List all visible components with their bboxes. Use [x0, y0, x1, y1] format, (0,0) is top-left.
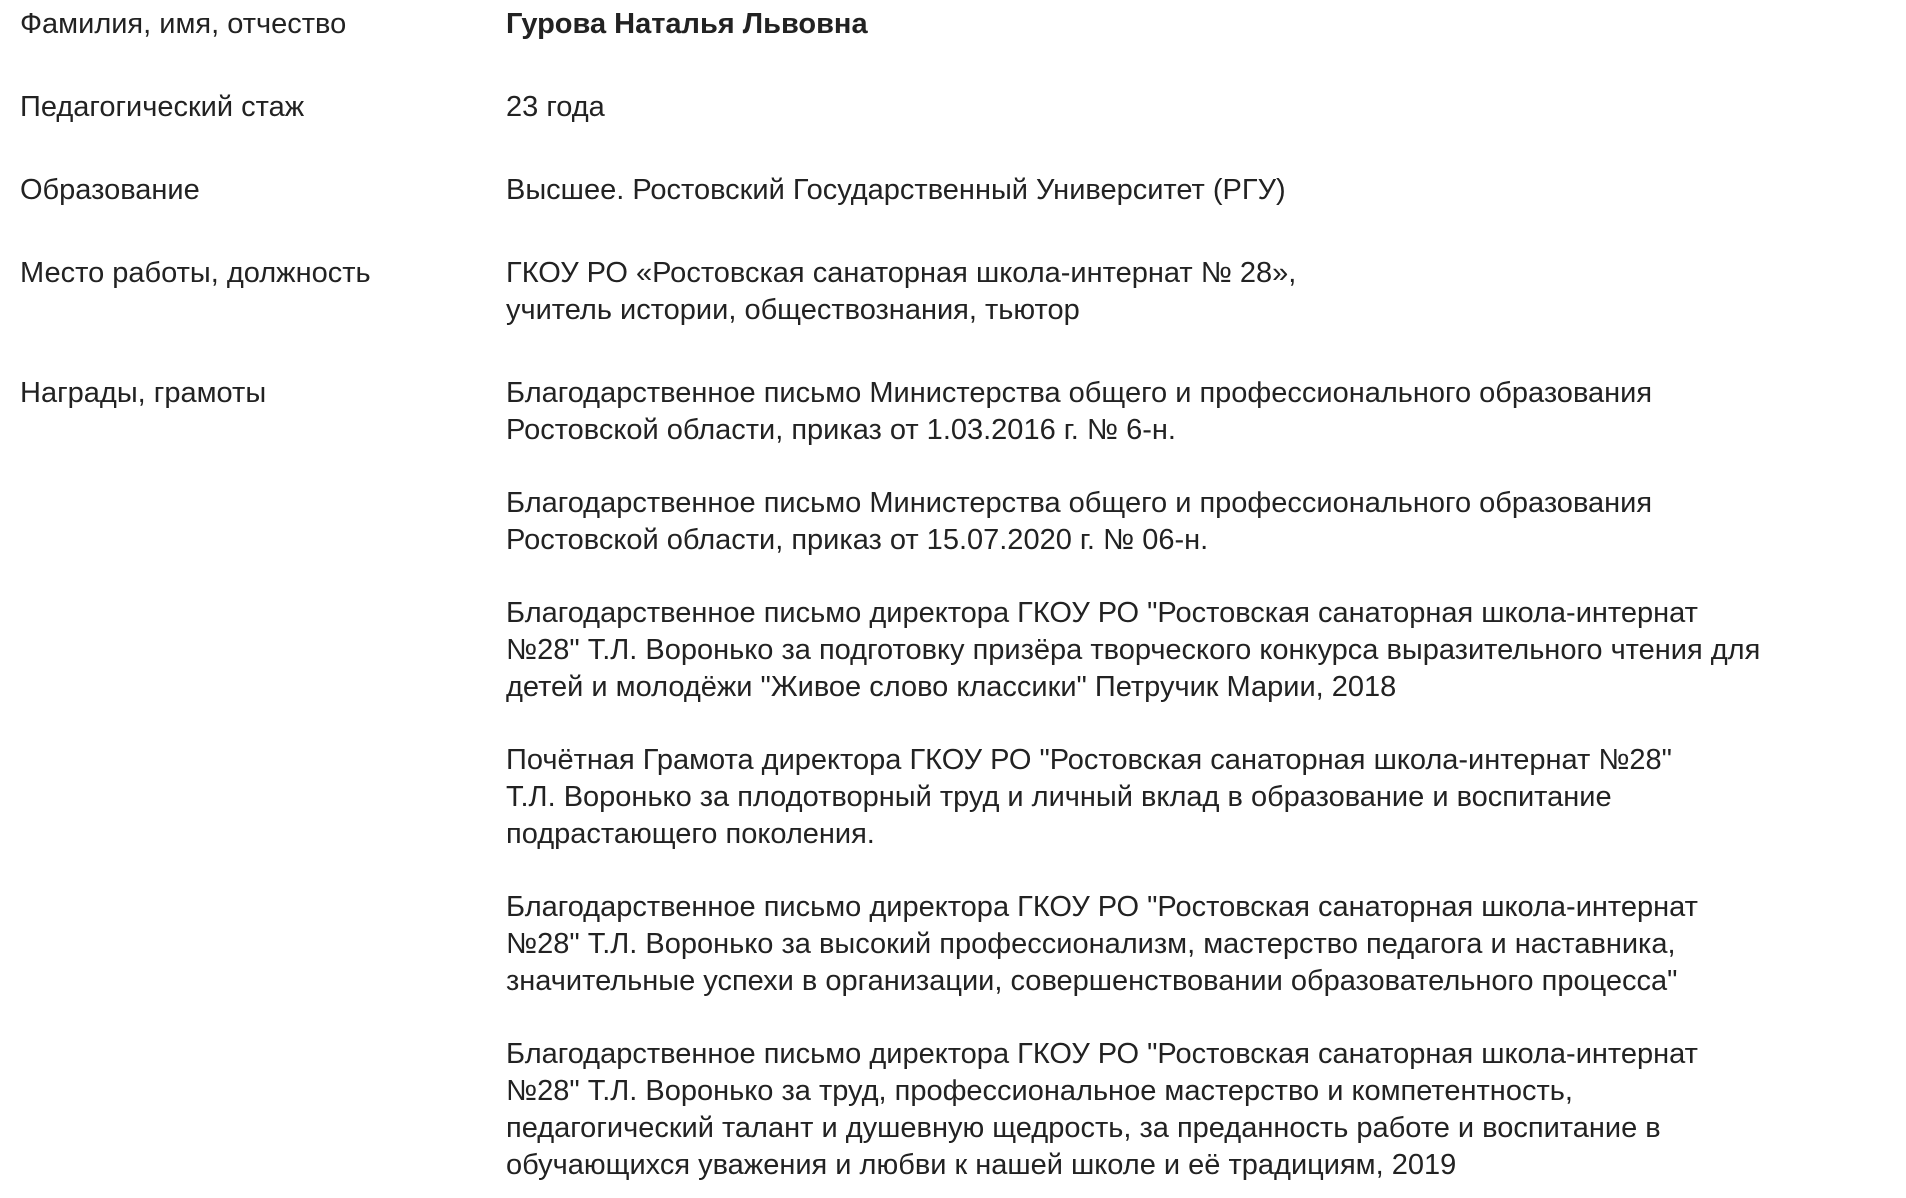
name-row — [20, 6, 1900, 89]
award-line: обучающихся уважения и любви к нашей школе и её традициям, 2019 — [506, 1149, 1457, 1181]
education-row — [20, 172, 1900, 255]
award-line: подрастающего поколения. — [506, 818, 875, 850]
award-item — [506, 485, 1900, 559]
award-line: Благодарственное письмо директора ГКОУ РО "Ростовская санаторная школа-интернат — [506, 891, 1698, 923]
awards-row — [20, 375, 1900, 1184]
award-item — [506, 889, 1900, 1000]
award-item — [506, 1036, 1900, 1184]
award-line: Благодарственное письмо директора ГКОУ РО "Ростовская санаторная школа-интернат — [506, 597, 1698, 629]
award-item — [506, 742, 1900, 853]
workplace-line: ГКОУ РО «Ростовская санаторная школа-интернат № 28», — [506, 257, 1297, 289]
award-line: значительные успехи в организации, совершенствовании образовательного процесса" — [506, 965, 1678, 997]
award-line: №28" Т.Л. Воронько за высокий профессионализм, мастерство педагога и наставника, — [506, 928, 1676, 960]
award-line: Благодарственное письмо директора ГКОУ РО "Ростовская санаторная школа-интернат — [506, 1038, 1698, 1070]
award-line: Благодарственное письмо Министерства общего и профессионального образования — [506, 487, 1653, 519]
workplace-row — [20, 255, 1900, 375]
workplace-line: учитель истории, обществознания, тьютор — [506, 294, 1080, 326]
awards-label: Награды, грамоты — [20, 377, 267, 409]
awards-list — [506, 375, 1900, 1184]
award-line: №28" Т.Л. Воронько за труд, профессиональное мастерство и компетентность, — [506, 1075, 1573, 1107]
education-value: Высшее. Ростовский Государственный Университет (РГУ) — [506, 174, 1286, 206]
award-line: Благодарственное письмо Министерства общего и профессионального образования — [506, 377, 1653, 409]
education-label: Образование — [20, 174, 200, 206]
award-line: Ростовской области, приказ от 15.07.2020 г. № 06-н. — [506, 524, 1209, 556]
experience-value: 23 года — [506, 91, 605, 123]
award-line: Т.Л. Воронько за плодотворный труд и личный вклад в образование и воспитание — [506, 781, 1612, 813]
experience-label: Педагогический стаж — [20, 91, 305, 123]
experience-row — [20, 89, 1900, 172]
award-item — [506, 595, 1900, 706]
teacher-name: Гурова Наталья Львовна — [506, 8, 868, 40]
award-line: Ростовской области, приказ от 1.03.2016 г. № 6-н. — [506, 414, 1176, 446]
award-line: детей и молодёжи "Живое слово классики" Петручик Марии, 2018 — [506, 671, 1397, 703]
award-line: Почётная Грамота директора ГКОУ РО "Ростовская санаторная школа-интернат №28" — [506, 744, 1672, 776]
award-line: №28" Т.Л. Воронько за подготовку призёра творческого конкурса выразительного чтения для — [506, 634, 1761, 666]
award-item — [506, 375, 1900, 449]
award-line: педагогический талант и душевную щедрость, за преданность работе и воспитание в — [506, 1112, 1661, 1144]
profile-table — [20, 6, 1900, 1184]
workplace-value — [506, 255, 1900, 375]
workplace-label: Место работы, должность — [20, 257, 371, 289]
name-label: Фамилия, имя, отчество — [20, 8, 347, 40]
